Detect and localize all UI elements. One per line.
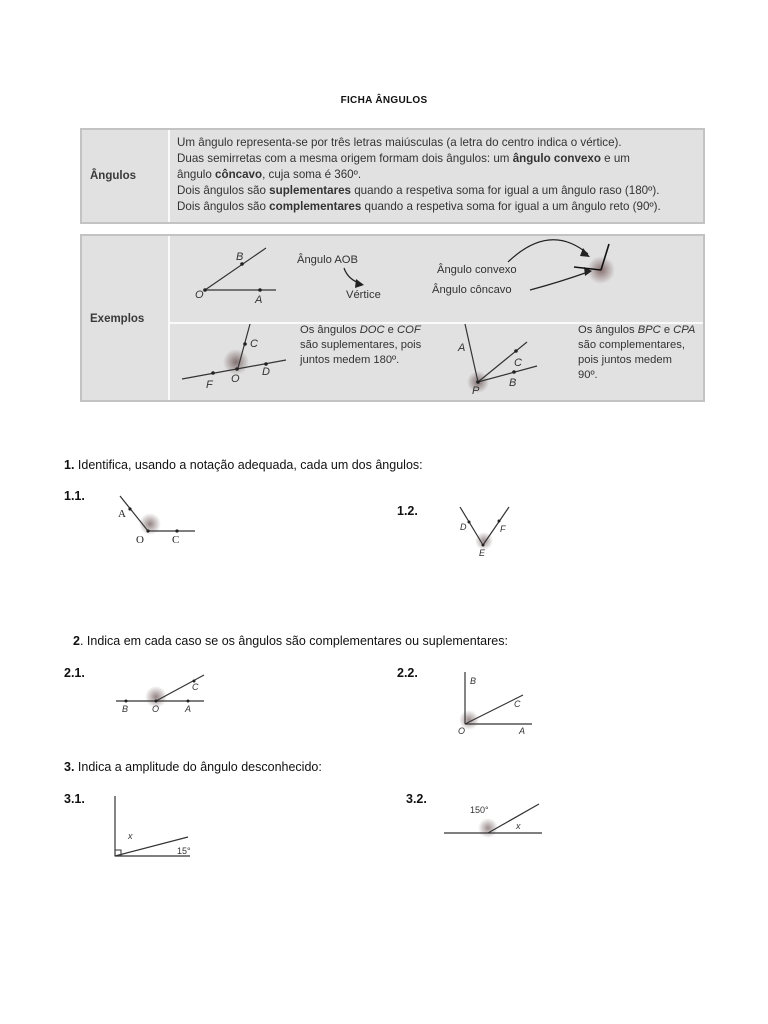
theory-label: Ângulos xyxy=(90,170,136,182)
convex-concave-diagram xyxy=(500,232,630,302)
example-complementary-diagram xyxy=(455,322,545,397)
point-label: B xyxy=(122,704,129,714)
question-2-1-diagram xyxy=(112,670,212,715)
point-label: A xyxy=(458,342,466,354)
angle-value-label: 150° xyxy=(470,805,489,815)
vertex-label: Vértice xyxy=(346,289,381,301)
theory-definitions xyxy=(177,135,702,215)
unknown-angle-label: x xyxy=(128,831,133,841)
point-label: C xyxy=(514,357,522,369)
point-label: P xyxy=(472,385,480,397)
point-label: B xyxy=(236,251,244,263)
definition-line-5: Dois ângulos são complementares quando a respetiva soma for igual a um ângulo reto (90º). xyxy=(177,200,661,213)
point-label: O xyxy=(136,534,144,546)
question-1: 1. Identifica, usando a notação adequada, cada um dos ângulos: xyxy=(64,458,423,472)
question-1-1-number: 1.1. xyxy=(64,489,85,503)
point-label: B xyxy=(509,377,517,389)
question-2-2-number: 2.2. xyxy=(397,666,418,680)
question-1-1-diagram xyxy=(110,492,200,550)
point-label: E xyxy=(479,548,486,558)
point-label: C xyxy=(514,699,521,709)
question-3-2-number: 3.2. xyxy=(406,792,427,806)
table-divider xyxy=(168,236,170,400)
point-label: O xyxy=(195,289,204,301)
example-supplementary-diagram xyxy=(180,322,290,392)
point-label: A xyxy=(519,726,526,736)
question-3-2-diagram xyxy=(440,800,550,840)
question-1-2-diagram xyxy=(455,505,515,560)
point-label: O xyxy=(458,726,466,736)
point-label: B xyxy=(470,676,477,686)
point-label: O xyxy=(231,373,240,385)
definition-line-1: Um ângulo representa-se por três letras maiúsculas (a letra do centro indica o vértice). xyxy=(177,136,622,149)
definition-line-3: ângulo côncavo, cuja soma é 360º. xyxy=(177,168,362,181)
examples-label: Exemplos xyxy=(90,313,145,325)
point-label: C xyxy=(192,682,199,692)
complementary-explanation: Os ângulos BPC e CPA são complementares, pois juntos medem 90º. xyxy=(578,324,696,381)
point-label: F xyxy=(500,524,506,534)
question-2-2-diagram xyxy=(455,670,540,738)
question-2: 2. Indica em cada caso se os ângulos são complementares ou suplementares: xyxy=(73,634,508,648)
unknown-angle-label: x xyxy=(516,821,521,831)
point-label: C xyxy=(250,338,258,350)
point-label: F xyxy=(206,379,213,391)
angle-value-label: 15° xyxy=(177,846,191,856)
concave-angle-label: Ângulo côncavo xyxy=(432,284,512,296)
example-angle-aob-diagram xyxy=(190,244,290,309)
definition-line-4: Dois ângulos são suplementares quando a respetiva soma for igual a um ângulo raso (180º). xyxy=(177,184,660,197)
question-3-1-diagram xyxy=(110,793,200,863)
table-divider xyxy=(168,130,170,222)
supplementary-explanation: Os ângulos DOC e COF são suplementares, pois juntos medem 180º. xyxy=(300,324,422,366)
question-3-1-number: 3.1. xyxy=(64,792,85,806)
point-label: C xyxy=(172,534,180,546)
question-3: 3. Indica a amplitude do ângulo desconhecido: xyxy=(64,760,322,774)
point-label: O xyxy=(152,704,160,714)
convex-angle-label: Ângulo convexo xyxy=(437,264,517,276)
question-2-1-number: 2.1. xyxy=(64,666,85,680)
point-label: A xyxy=(255,294,263,306)
page-title: FICHA ÂNGULOS xyxy=(340,95,428,106)
point-label: A xyxy=(185,704,192,714)
example-angle-name: Ângulo AOB xyxy=(297,254,358,266)
question-1-2-number: 1.2. xyxy=(397,504,418,518)
point-label: D xyxy=(460,522,467,532)
definition-line-2: Duas semirretas com a mesma origem formam dois ângulos: um ângulo convexo e um xyxy=(177,152,630,165)
point-label: A xyxy=(118,508,126,520)
point-label: D xyxy=(262,366,270,378)
